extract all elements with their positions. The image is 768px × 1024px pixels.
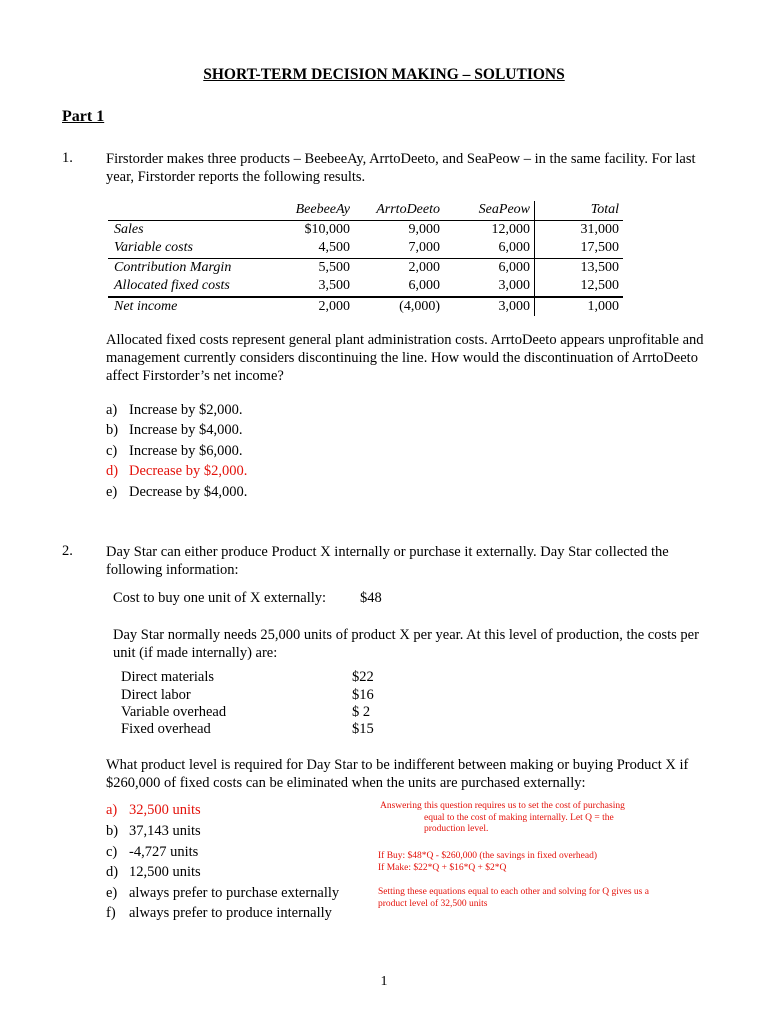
cost-value: $16 [352,687,374,703]
option-e [106,484,247,501]
table-cell: 7,000 [408,240,440,255]
option-letter: d) [106,864,119,880]
option-letter: e) [106,885,118,901]
table-cell: 3,000 [444,297,535,317]
option-e [106,885,339,902]
cost-value: $22 [352,669,374,685]
buy-cost-value: $48 [360,590,382,606]
cost-value: $15 [352,721,374,737]
option-letter: a) [106,802,118,818]
table-cell: 31,000 [535,220,624,239]
annotation-equations [378,851,758,874]
results-table [108,201,623,316]
table-cell: 17,500 [580,240,619,255]
part-heading: Part 1 [62,108,105,125]
cost-label: Direct materials [121,669,214,685]
question-1-number: 1. [62,150,73,166]
table-header-cell: BeebeeAy [295,202,350,217]
option-text: Decrease by $2,000. [129,463,248,479]
table-cell: 2,000 [354,258,444,277]
option-text: Decrease by $4,000. [129,484,248,500]
option-f [106,905,332,922]
option-text: Increase by $2,000. [129,402,243,418]
cost-label: Fixed overhead [121,721,211,737]
table-cell: 3,000 [444,277,535,297]
table-header-cell: ArrtoDeeto [376,202,440,217]
table-header-cell: SeaPeow [444,201,535,220]
row-label: Sales [108,220,266,239]
cost-value: $ 2 [352,704,371,720]
table-cell: 4,500 [318,240,350,255]
table-cell: 2,000 [266,297,354,317]
page-number: 1 [380,974,388,989]
row-label: Allocated fixed costs [114,278,230,293]
table-row [108,220,623,239]
option-c [106,443,243,460]
table-row [108,277,623,297]
option-letter: d) [106,463,119,479]
option-c [106,844,198,861]
question-2-number: 2. [62,543,73,559]
annotation-line: production level. [424,824,489,834]
option-letter: c) [106,443,118,459]
annotation-line: equal to the cost of making internally. Let Q = the [424,812,614,823]
buy-cost-label: Cost to buy one unit of X externally: [113,590,327,606]
table-row [108,297,623,317]
annotation-conclusion [378,887,763,910]
option-letter: e) [106,484,118,500]
option-b [106,823,201,840]
annotation-make-equation: If Make: $22*Q + $16*Q + $2*Q [378,862,507,873]
option-letter: b) [106,823,119,839]
table-cell: 6,000 [408,278,440,293]
question-2-intro: Day Star can either produce Product X internally or purchase it externally. Day Star collected the following information: [106,544,669,578]
option-letter: c) [106,844,118,860]
option-a-correct [106,802,201,819]
table-cell: (4,000) [354,297,444,317]
row-label: Contribution Margin [108,258,266,277]
option-text: 32,500 units [129,802,201,818]
option-text: -4,727 units [129,844,199,860]
table-cell: 5,500 [266,258,354,277]
page-title: SHORT-TERM DECISION MAKING – SOLUTIONS [203,66,565,83]
option-text: always prefer to purchase externally [129,885,340,901]
table-row [108,239,623,258]
annotation-explanation [380,801,760,836]
option-text: always prefer to produce internally [129,905,332,921]
table-cell: 6,000 [444,258,535,277]
cost-label: Direct labor [121,687,191,703]
option-text: 37,143 units [129,823,201,839]
option-text: Increase by $6,000. [129,443,243,459]
need-text: Day Star normally needs 25,000 units of product X per year. At this level of production, the costs per unit (if made internally) are: [113,627,699,661]
option-text: Increase by $4,000. [129,422,243,438]
table-cell: 6,000 [444,239,535,258]
annotation-buy-equation: If Buy: $48*Q - $260,000 (the savings in fixed overhead) [378,851,597,861]
table-header-cell: Total [590,202,619,217]
option-text: 12,500 units [129,864,201,880]
option-letter: b) [106,422,119,438]
option-d [106,864,201,881]
option-d-correct [106,463,247,480]
annotation-line: Answering this question requires us to set the cost of purchasing [380,801,625,811]
question-1-text: Allocated fixed costs represent general plant administration costs. ArrtoDeeto appears unprofitable and management currently considers discontinuing the line. How would the discontinuation of ArrtoDeeto affect Firstorder’s net income? [106,332,704,384]
row-label: Net income [108,297,266,317]
table-cell: 3,500 [318,278,350,293]
table-header-cell [108,201,266,220]
table-cell: 12,500 [580,278,619,293]
question-1-intro: Firstorder makes three products – BeebeeAy, ArrtoDeeto, and SeaPeow – in the same facility. For last year, Firstorder reports the following results. [106,151,696,185]
table-cell: 9,000 [354,220,444,239]
annotation-line: product level of 32,500 units [378,898,488,909]
table-cell: 1,000 [535,297,624,317]
cost-label: Variable overhead [121,704,227,720]
option-b [106,422,243,439]
option-letter: a) [106,402,118,418]
table-header-row [108,201,623,220]
row-label: Variable costs [114,240,193,255]
table-cell: 12,000 [444,220,535,239]
option-a [106,402,243,419]
option-letter: f) [106,905,116,921]
table-cell: $10,000 [266,220,354,239]
annotation-line: Setting these equations equal to each other and solving for Q gives us a [378,887,649,897]
table-cell: 13,500 [535,258,624,277]
table-row [108,258,623,277]
question-2-text: What product level is required for Day Star to be indifferent between making or buying Product X if $260,000 of fixed costs can be eliminated when the units are purchased externally: [106,757,689,791]
